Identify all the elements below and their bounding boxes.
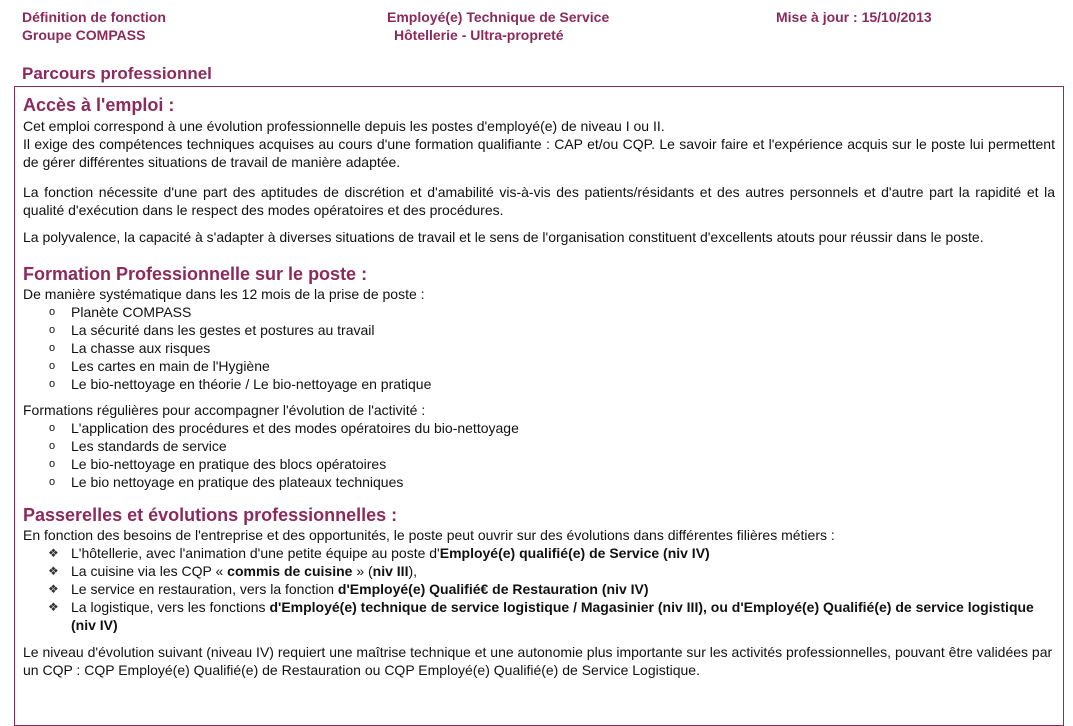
list-item: ❖ La cuisine via les CQP « commis de cuisine » (niv III),: [48, 563, 418, 579]
section-title: Parcours professionnel: [22, 64, 212, 83]
list-item-text: Le bio-nettoyage en pratique des blocs opératoires: [71, 456, 387, 472]
list-item-text-b: d'Employé(e) technique de service logistique / Magasinier (niv III), ou d'Employé(e) Qualifié(e) de service logistique (niv IV): [71, 599, 1034, 633]
bullet-diamond-icon: ❖: [48, 600, 59, 614]
list-item: [23, 375, 1055, 393]
formation-title: Formation Professionnelle sur le poste :: [23, 264, 368, 284]
bullet-circle-icon: o: [49, 378, 56, 390]
bullet-circle-icon: o: [49, 342, 56, 354]
list-item-text: Le bio nettoyage en pratique des plateaux techniques: [71, 474, 404, 490]
acces-p1: Cet emploi correspond à une évolution professionnelle depuis les postes d'employé(e) de niveau I ou II.: [23, 118, 665, 134]
list-item-text: Les standards de service: [71, 438, 227, 454]
bullet-circle-icon: o: [49, 440, 56, 452]
bullet-circle-icon: o: [49, 422, 56, 434]
list-item: [23, 473, 1055, 491]
bullet-circle-icon: o: [49, 306, 56, 318]
formation-intro2: Formations régulières pour accompagner l'évolution de l'activité :: [23, 402, 426, 418]
list-item-text: Le bio-nettoyage en théorie / Le bio-nettoyage en pratique: [71, 376, 432, 392]
list-item-text-a: La cuisine via les CQP «: [71, 563, 228, 579]
list-item: [23, 455, 1055, 473]
list-item-text-b: Employé(e) qualifié(e) de Service (niv IV): [439, 545, 710, 561]
list-item-text: La chasse aux risques: [71, 340, 211, 356]
list-item: [23, 419, 1055, 437]
passerelles-title: Passerelles et évolutions professionnelles :: [23, 505, 398, 525]
bullet-diamond-icon: ❖: [48, 564, 59, 578]
company: Groupe COMPASS: [22, 27, 146, 43]
bullet-diamond-icon: ❖: [48, 582, 59, 596]
list-item-text: Planète COMPASS: [71, 304, 192, 320]
list-item: [23, 598, 1055, 634]
list-item-text: L'application des procédures et des modes opératoires du bio-nettoyage: [71, 420, 519, 436]
job-subtitle: Hôtellerie - Ultra-propreté: [394, 27, 564, 43]
formation-list-1: [23, 303, 1055, 393]
passerelles-list: [23, 544, 1055, 634]
list-item: [23, 544, 1055, 562]
passerelles-intro: En fonction des besoins de l'entreprise et des opportunités, le poste peut ouvrir sur des évolutions dans différentes filières métiers :: [23, 527, 835, 543]
passerelles-outro: Le niveau d'évolution suivant (niveau IV) requiert une maîtrise technique et une autonomie plus importante sur les activités professionnelles, pouvant être validées par un CQP : CQP Employé(e) Qualifié(e) de Restauration ou CQP Employé(e) Qualifié(e) de Service Logistique.: [23, 644, 1053, 678]
list-item-text-a: Le service en restauration, vers la fonction: [71, 581, 338, 597]
list-item-text: Les cartes en main de l'Hygiène: [71, 358, 270, 374]
list-item-text-d: niv III: [372, 563, 409, 579]
job-title: Employé(e) Technique de Service: [387, 9, 610, 25]
update-date: Mise à jour : 15/10/2013: [776, 9, 932, 25]
formation-intro1: De manière systématique dans les 12 mois de la prise de poste :: [23, 286, 425, 302]
list-item: [23, 580, 1055, 598]
list-item: [23, 321, 1055, 339]
list-item-text-a: La logistique, vers les fonctions: [71, 599, 270, 615]
bullet-circle-icon: o: [49, 360, 56, 372]
bullet-circle-icon: o: [49, 324, 56, 336]
list-item: [23, 339, 1055, 357]
list-item-text-b: d'Employé(e) Qualifié€ de Restauration (niv IV): [337, 581, 649, 597]
list-item-text: La sécurité dans les gestes et postures au travail: [71, 322, 375, 338]
doc-type: Définition de fonction: [22, 9, 166, 25]
list-item: [23, 303, 1055, 321]
formation-list-2: [23, 419, 1055, 491]
list-item: [23, 357, 1055, 375]
acces-p4: La polyvalence, la capacité à s'adapter à diverses situations de travail et le sens de l'organisation constituent d'excellents atouts pour réussir dans le poste.: [23, 229, 984, 245]
bullet-circle-icon: o: [49, 458, 56, 470]
content-box: [14, 86, 1064, 726]
bullet-diamond-icon: ❖: [48, 546, 59, 560]
bullet-circle-icon: o: [49, 476, 56, 488]
list-item: [23, 437, 1055, 455]
acces-p2: Il exige des compétences techniques acquises au cours d'une formation qualifiante : CAP et/ou CQP. Le savoir faire et l'expérience acquis sur le poste lui permettent de gérer différentes situations de travail de manière adaptée.: [23, 136, 1055, 170]
list-item-text-a: L'hôtellerie, avec l'animation d'une petite équipe au poste d': [71, 545, 440, 561]
header-center: [387, 8, 609, 44]
header-left: [22, 8, 166, 44]
acces-p3: La fonction nécessite d'une part des aptitudes de discrétion et d'amabilité vis-à-vis des patients/résidants et des autres personnels et d'autre part la rapidité et la qualité d'exécution dans le respect des modes opératoires et des procédures.: [23, 184, 1055, 218]
list-item-text-b: commis de cuisine: [227, 563, 353, 579]
acces-title: Accès à l'emploi :: [23, 95, 175, 115]
